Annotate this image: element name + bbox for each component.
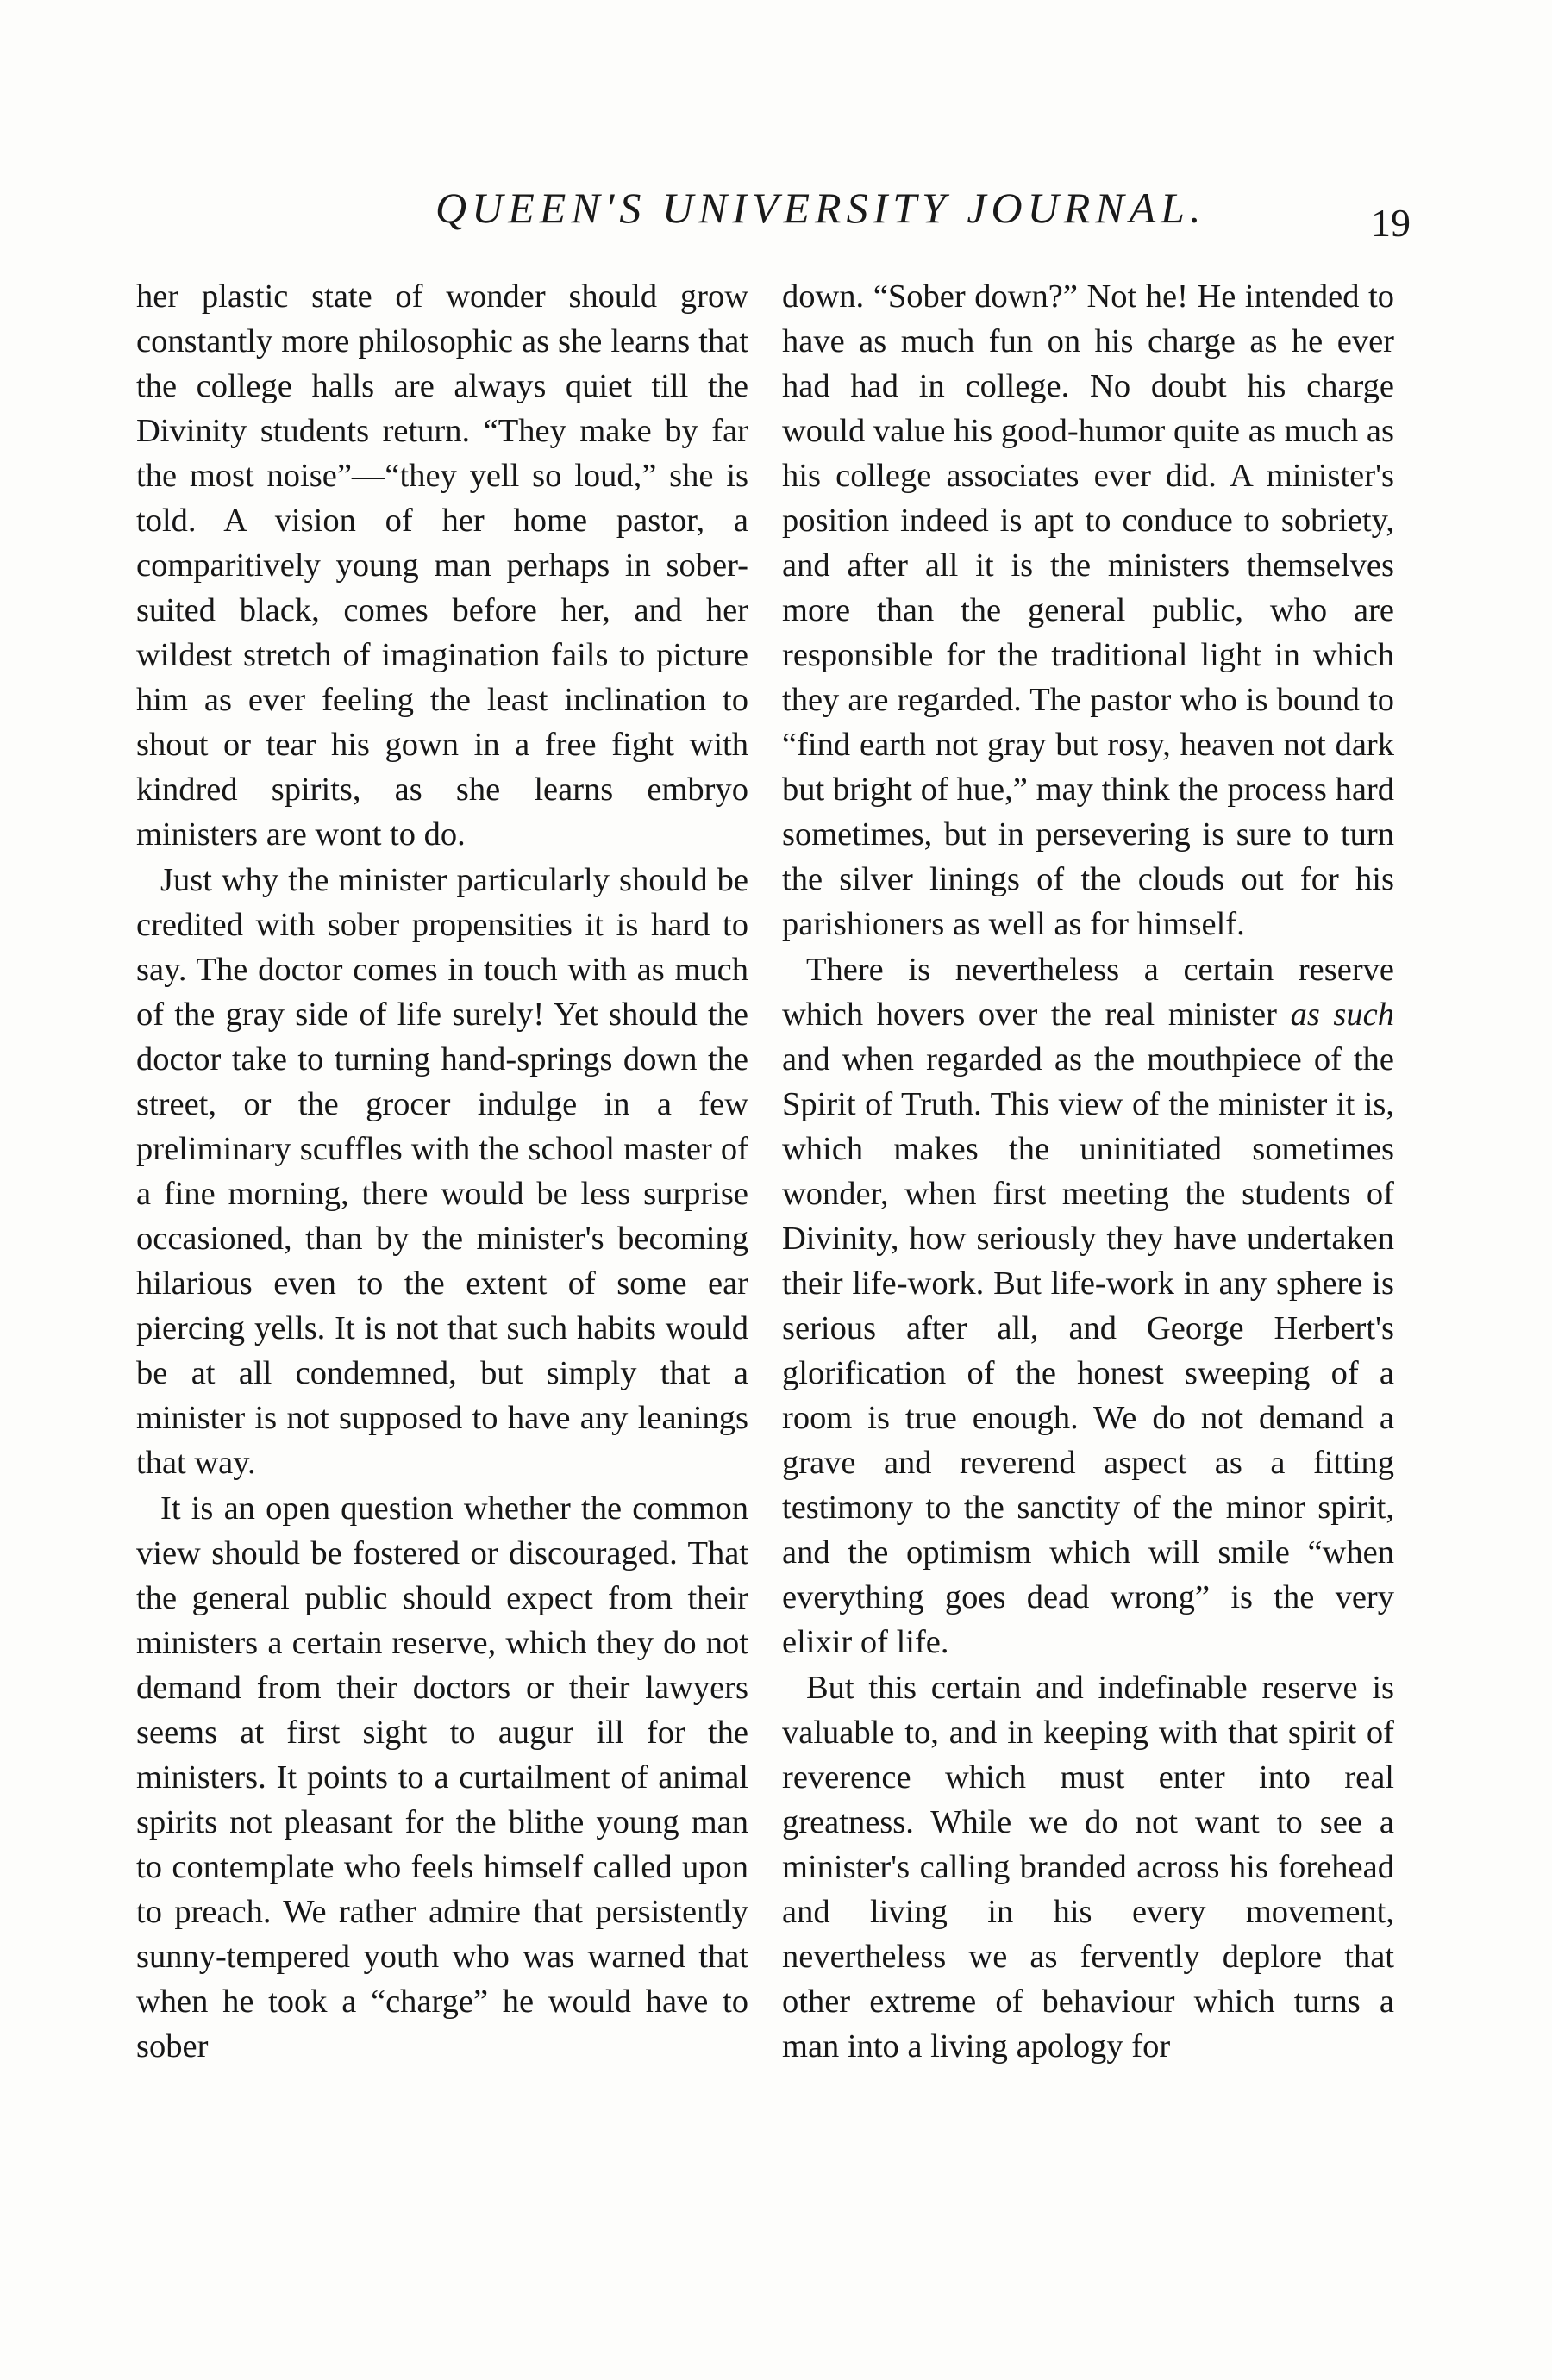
right-paragraph-2-text-a: There is nevertheless a certain reserve which hovers over the real minister xyxy=(782,952,1394,1033)
left-paragraph-2: Just why the minister particularly should be credited with sober propensities it is hard to say. The doctor comes in touch with as much of the gray side of life surely! Yet should the doctor take to turning hand-springs down the street, or the grocer indulge in a few preliminary scuffles with the school master of a fine morning, there would be less surprise occasioned, than by the minister's becoming hilarious even to the extent of some ear piercing yells. It is not that such habits would be at all condemned, but simply that a minister is not supposed to have any leanings that way. xyxy=(136,862,748,1481)
italic-phrase-as-such: as such xyxy=(1290,996,1394,1033)
right-paragraph-1: down. “Sober down?” Not he! He intended to have as much fun on his charge as he ever had had in college. No doubt his charge would value his good-humor quite as much as his college associates ever did. A minister's position indeed is apt to conduce to sobriety, and after all it is the ministers themselves more than the general public, who are responsible for the traditional light in which they are regarded. The pastor who is bound to “find earth not gray but rosy, heaven not dark but bright of hue,” may think the process hard sometimes, but in persevering is sure to turn the silver linings of the clouds out for his parishioners as well as for himself. xyxy=(782,278,1394,942)
journal-title: QUEEN'S UNIVERSITY JOURNAL. xyxy=(435,184,1206,232)
left-paragraph-3: It is an open question whether the common view should be fostered or discouraged. That the general public should expect from their ministers a certain reserve, which they do not demand from their doctors or their lawyers seems at first sight to augur ill for the ministers. It points to a curtailment of animal spirits not pleasant for the blithe young man to contemplate who feels himself called upon to preach. We rather admire that persistently sunny-tempered youth who was warned that when he took a “charge” he would have to sober xyxy=(136,1490,748,2065)
right-paragraph-2 xyxy=(782,947,1394,1665)
page-number: 19 xyxy=(1371,201,1411,245)
running-head xyxy=(0,183,1552,252)
left-paragraph-1: her plastic state of wonder should grow constantly more philosophic as she learns that the college halls are always quiet till the Divinity students return. “They make by far the most noise”—“they yell so loud,” she is told. A vision of her home pastor, a comparitively young man perhaps in sober-suited black, comes before her, and her wildest stretch of imagination fails to picture him as ever feeling the least inclination to shout or tear his gown in a free fight with kindred spirits, as she learns embryo ministers are wont to do. xyxy=(136,278,748,853)
right-paragraph-2-text-b: and when regarded as the mouthpiece of the Spirit of Truth. This view of the minister it is, which makes the uninitiated sometimes wonder, when first meeting the students of Divinity, how seriously they have undertaken their life-work. But life-work in any sphere is serious after all, and George Herbert's glorification of the honest sweeping of a room is true enough. We do not demand a grave and reverend aspect as a fitting testimony to the sanctity of the minor spirit, and the optimism which will smile “when everything goes dead wrong” is the very elixir of life. xyxy=(782,1041,1394,1660)
right-paragraph-3: But this certain and indefinable reserve is valuable to, and in keeping with that spirit of reverence which must enter into real greatness. While we do not want to see a minister's calling branded across his forehead and living in his every movement, nevertheless we as fervently deplore that other extreme of behaviour which turns a man into a living apology for xyxy=(782,1670,1394,2065)
left-column xyxy=(136,274,748,2069)
right-column xyxy=(782,274,1394,2069)
